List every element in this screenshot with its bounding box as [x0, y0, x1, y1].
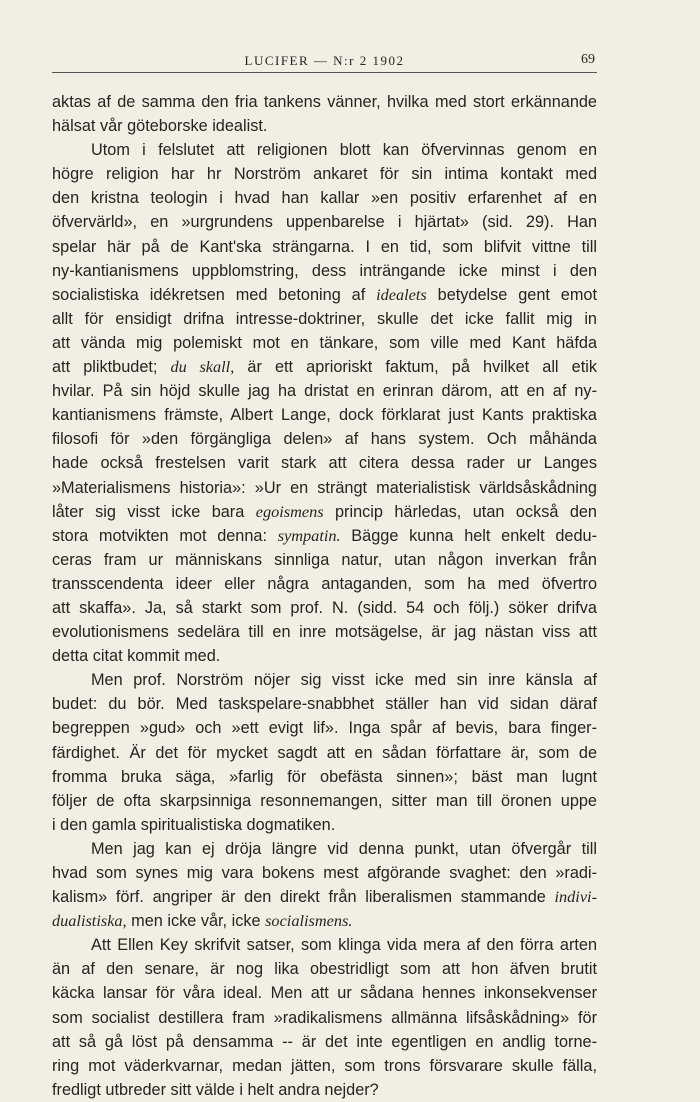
- text-line: [52, 1006, 597, 1030]
- text-run: hvilar. På sin höjd skulle jag ha dristat en erinran därom, att en af ny-: [52, 382, 597, 401]
- text-run: hälsat vår göteborske idealist.: [52, 117, 268, 136]
- text-run: i den gamla spiritualistiska dogmatiken.: [52, 815, 336, 834]
- italic-text: egoismens: [255, 501, 324, 521]
- text-line: [52, 957, 597, 981]
- text-line: [52, 355, 597, 379]
- text-run: stora motvikten mot denna:: [52, 526, 278, 545]
- italic-text: indivi-: [554, 887, 597, 907]
- journal-title: LUCIFER — N:r 2 1902: [244, 53, 405, 68]
- text-run: aktas af de samma den fria tankens vänner, hvilka med stort erkännande: [52, 93, 597, 111]
- italic-text: sympatin.: [277, 525, 341, 545]
- text-run: ceras fram ur människans sinnliga natur, utan någon inverkan från: [52, 550, 597, 569]
- text-line: [52, 716, 597, 740]
- text-run: betydelse gent emot: [426, 285, 597, 304]
- text-line: [52, 427, 597, 451]
- text-line: [52, 837, 597, 861]
- text-line: [52, 524, 597, 548]
- text-run: färdighet. Är det för mycket sagdt att en sådan författare är, som de: [52, 743, 597, 762]
- italic-text: socialismens.: [265, 911, 353, 931]
- text-run: ring mot väderkvarnar, medan jätten, som trons försvarare skulle fälla,: [52, 1056, 597, 1075]
- text-line: [52, 644, 597, 668]
- text-run: låter sig visst icke bara: [52, 502, 256, 521]
- text-line: [52, 500, 597, 524]
- text-run: att så gå löst på densamma -- är det inte egentligen en andlig torne-: [52, 1032, 597, 1051]
- text-line: [52, 307, 597, 331]
- text-line: [52, 909, 597, 933]
- text-run: än af den senare, är nog lika obestridligt som att hon äfven brutit: [52, 960, 597, 979]
- text-run: som socialist destillera fram »radikalismens allmänna lifsåskådning» för: [52, 1008, 597, 1027]
- text-line: [52, 331, 597, 355]
- article-body: [52, 90, 597, 1102]
- text-run: allt för ensidigt drifna intresse-doktriner, skulle det icke fallit mig in: [52, 309, 597, 328]
- text-line: [52, 572, 597, 596]
- text-line: [52, 138, 597, 162]
- text-line: [52, 692, 597, 716]
- text-run: att skaffa». Ja, så starkt som prof. N. (sidd. 54 och följ.) söker drifva: [52, 598, 597, 617]
- text-line: [52, 186, 597, 210]
- text-line: [52, 789, 597, 813]
- text-line: [52, 259, 597, 283]
- text-line: [52, 668, 597, 692]
- text-line: [52, 861, 597, 885]
- text-line: [52, 596, 597, 620]
- text-line: [52, 90, 597, 114]
- text-run: evolutionismens sedelära till en inre motsägelse, är jag nästan viss att: [52, 623, 597, 642]
- text-line: [52, 283, 597, 307]
- text-run: hvad som synes mig vara bokens mest afgörande svaghet: den »radi-: [52, 864, 597, 882]
- text-run: »Materialismens historia»: »Ur en strängt materialistisk världsåskådning: [52, 478, 597, 497]
- text-run: kalism» förf. angriper är den direkt från liberalismen stammande: [52, 888, 555, 907]
- text-run: Men jag kan ej dröja längre vid denna punkt, utan öfvergår till: [91, 839, 597, 858]
- text-run: Bägge kunna helt enkelt dedu-: [340, 526, 597, 545]
- text-run: högre religion har hr Norström ankaret för sin intima kontakt med: [52, 165, 597, 184]
- text-line: [52, 379, 597, 403]
- text-run: öfvervärld», en »urgrundens uppenbarelse i hjärtat» (sid. 29). Han: [52, 213, 597, 232]
- text-line: [52, 885, 597, 909]
- text-run: att pliktbudet;: [52, 358, 171, 377]
- text-run: men icke vår, icke: [126, 912, 266, 931]
- text-line: [52, 1030, 597, 1054]
- text-run: spelar här på de Kant'ska strängarna. I en tid, som blifvit vittne till: [52, 237, 597, 256]
- text-line: [52, 476, 597, 500]
- italic-text: du skall,: [170, 357, 235, 377]
- text-run: följer de ofta skarpsinniga resonnemangen, sitter man till öronen uppe: [52, 791, 597, 810]
- text-line: [52, 114, 597, 138]
- text-run: kantianismens främste, Albert Lange, dock förklarat just Kants praktiska: [52, 406, 597, 425]
- text-run: transscendenta ideer eller några antaganden, som ha med öfvertro: [52, 574, 597, 593]
- italic-text: idealets: [376, 284, 427, 304]
- text-line: [52, 451, 597, 475]
- text-run: fromma bruka säga, »farlig för obefästa sinnen»; bäst man lugnt: [52, 767, 597, 786]
- text-line: [52, 210, 597, 234]
- text-line: [52, 403, 597, 427]
- text-run: att vända mig polemiskt mot en tänkare, som ville med Kant häfda: [52, 333, 597, 352]
- text-run: fredligt utbreder sitt välde i helt andra nejder?: [52, 1080, 379, 1099]
- text-run: filosofi för »den förgängliga delen» af hans system. Och måhända: [52, 430, 597, 449]
- text-run: hade också frestelsen varit stark att citera dessa rader ur Langes: [52, 454, 597, 473]
- text-line: [52, 741, 597, 765]
- running-header: [52, 52, 597, 73]
- text-run: Utom i felslutet att religionen blott kan öfvervinnas genom en: [91, 141, 597, 160]
- text-run: begreppen »gud» och »ett evigt lif». Inga spår af bevis, bara finger-: [52, 719, 597, 738]
- text-line: [52, 548, 597, 572]
- text-line: [52, 162, 597, 186]
- text-run: käcka lansar för våra ideal. Men att ur sådana hennes inkonsekvenser: [52, 984, 597, 1003]
- text-run: Men prof. Norström nöjer sig visst icke med sin inre känsla af: [91, 671, 597, 690]
- text-line: [52, 235, 597, 259]
- text-line: [52, 765, 597, 789]
- text-run: ny-kantianismens uppblomstring, dess inträngande icke minst i den: [52, 261, 597, 280]
- text-run: den kristna teologin i hvad han kallar »en positiv erfarenhet af en: [52, 189, 597, 208]
- text-line: [52, 620, 597, 644]
- text-line: [52, 933, 597, 957]
- text-run: budet: du bör. Med taskspelare-snabbhet ställer han vid sidan däraf: [52, 695, 597, 714]
- text-run: princip härledas, utan också den: [323, 502, 597, 521]
- text-run: är ett aprioriskt faktum, på hvilket all etik: [234, 358, 597, 377]
- italic-text: dualistiska,: [52, 911, 127, 931]
- text-line: [52, 981, 597, 1005]
- text-run: detta citat kommit med.: [52, 647, 221, 666]
- text-line: [52, 813, 597, 837]
- text-line: [52, 1054, 597, 1078]
- page-number: 69: [581, 52, 595, 67]
- text-line: [52, 1078, 597, 1102]
- text-run: socialistiska idékretsen med betoning af: [52, 285, 377, 304]
- text-run: Att Ellen Key skrifvit satser, som klinga vida mera af den förra arten: [91, 936, 597, 955]
